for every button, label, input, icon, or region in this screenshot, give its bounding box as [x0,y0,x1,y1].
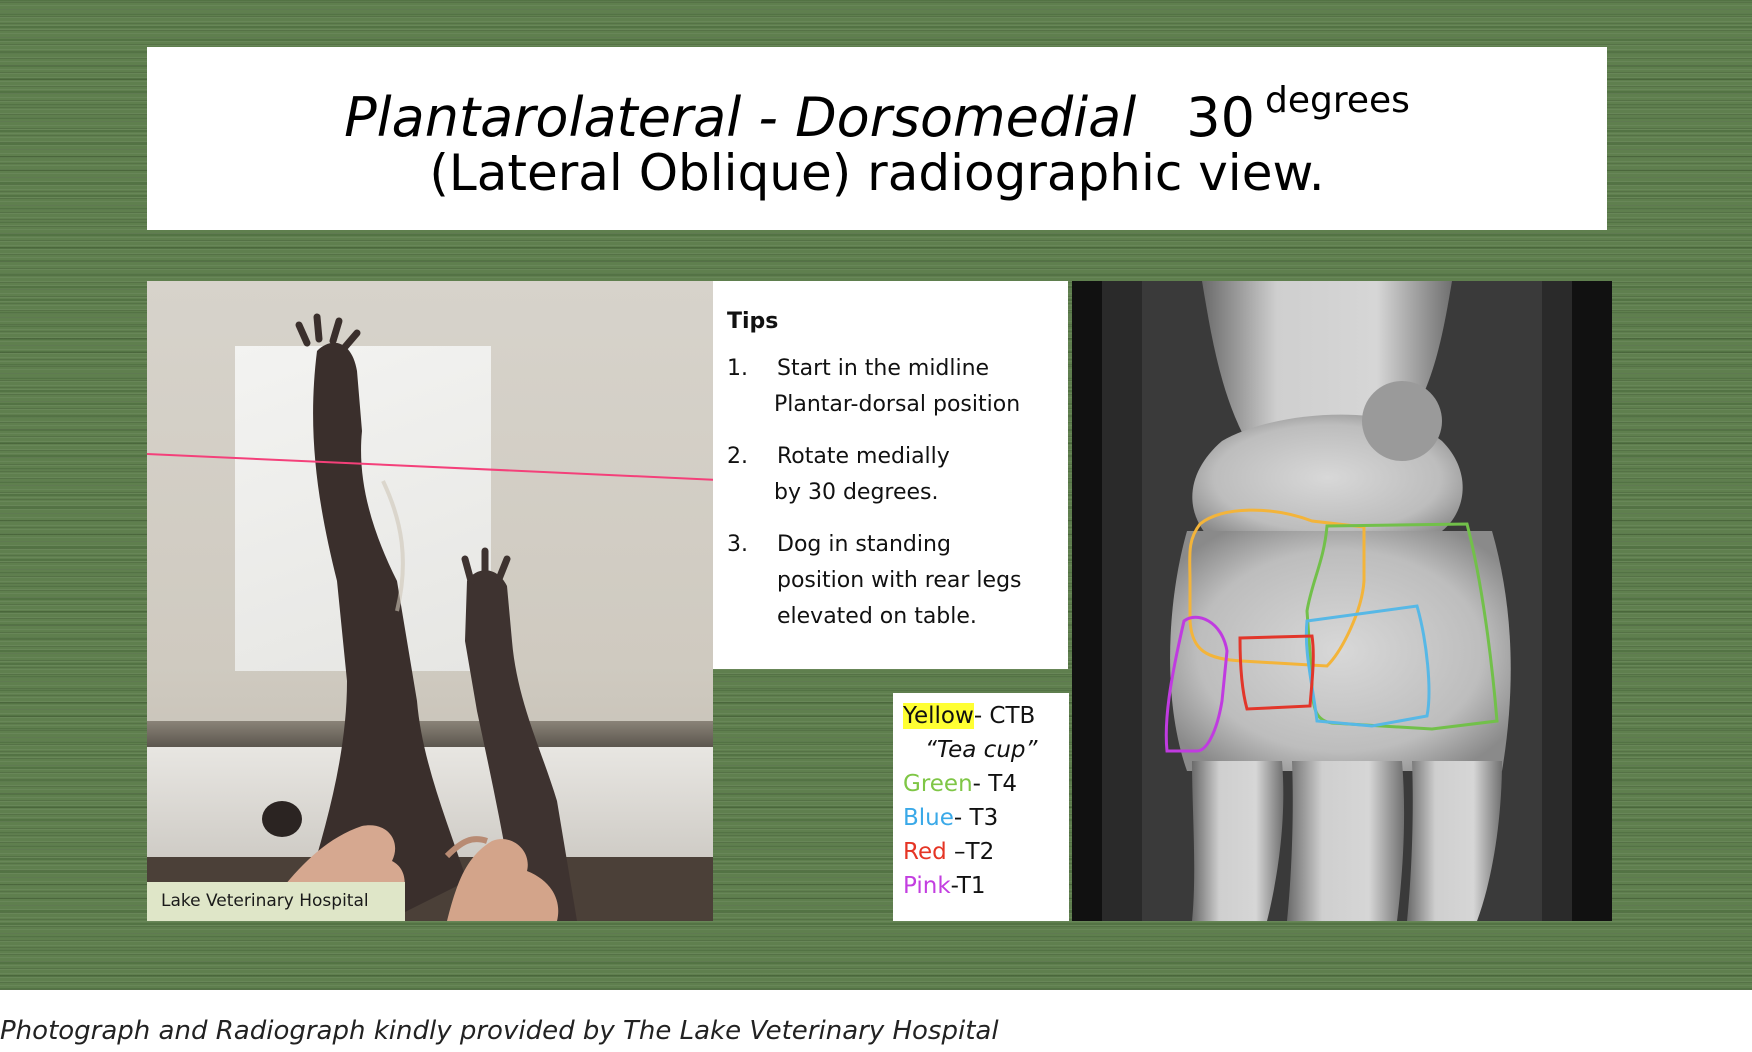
tip-number: 3. [727,532,748,557]
legend-color-word: Yellow [903,703,974,729]
legend-label: -T1 [950,873,986,899]
legend-label: - CTB [973,703,1036,729]
tip-number: 1. [727,356,748,381]
legs-illustration [147,281,713,921]
radiograph-illustration [1072,281,1612,921]
legend-color-word: Blue [903,805,954,831]
title-angle: 30 [1186,86,1255,149]
legend-item-pink [903,869,986,903]
image-credit: Photograph and Radiograph kindly provided by The Lake Veterinary Hospital [0,1016,999,1046]
positioning-photograph [147,281,713,921]
tip-line: position with rear legs [777,568,1022,593]
title-line-2: (Lateral Oblique) radiographic view. [429,144,1325,202]
title-view-name: Plantarolateral - Dorsomedial [344,86,1137,149]
tip-line: by 30 degrees. [774,480,939,505]
tips-heading: Tips [727,309,779,334]
legend-label: - T3 [953,805,999,831]
tip-line: Plantar-dorsal position [774,392,1021,417]
legend-label: “Tea cup” [925,737,1038,763]
legend-color-word: Red [903,839,947,865]
tips-panel [713,281,1068,669]
radiograph-image [1072,281,1612,921]
tip-line: Dog in standing [777,532,951,557]
color-legend [893,693,1069,921]
photo-caption: Lake Veterinary Hospital [147,882,405,921]
tip-line: Start in the midline [777,356,990,381]
tip-number: 2. [727,444,748,469]
legend-color-word: Green [903,771,973,797]
tip-text [774,439,1077,511]
legend-label: - T4 [972,771,1017,797]
tip-line: elevated on table. [777,604,977,629]
title-angle-unit: degrees [1264,80,1410,121]
tip-text [777,527,1077,635]
legend-label: –T2 [946,839,995,865]
legend-item-red [903,835,994,869]
title-line-1 [147,69,1607,150]
legend-item-note [925,733,1037,767]
tip-line: Rotate medially [777,444,950,469]
title-box [147,47,1607,230]
legend-item-green [903,767,1017,801]
legend-item-blue [903,801,998,835]
legend-color-word: Pink [903,873,951,899]
tip-text [774,351,1077,423]
legend-item-yellow [903,699,1035,733]
